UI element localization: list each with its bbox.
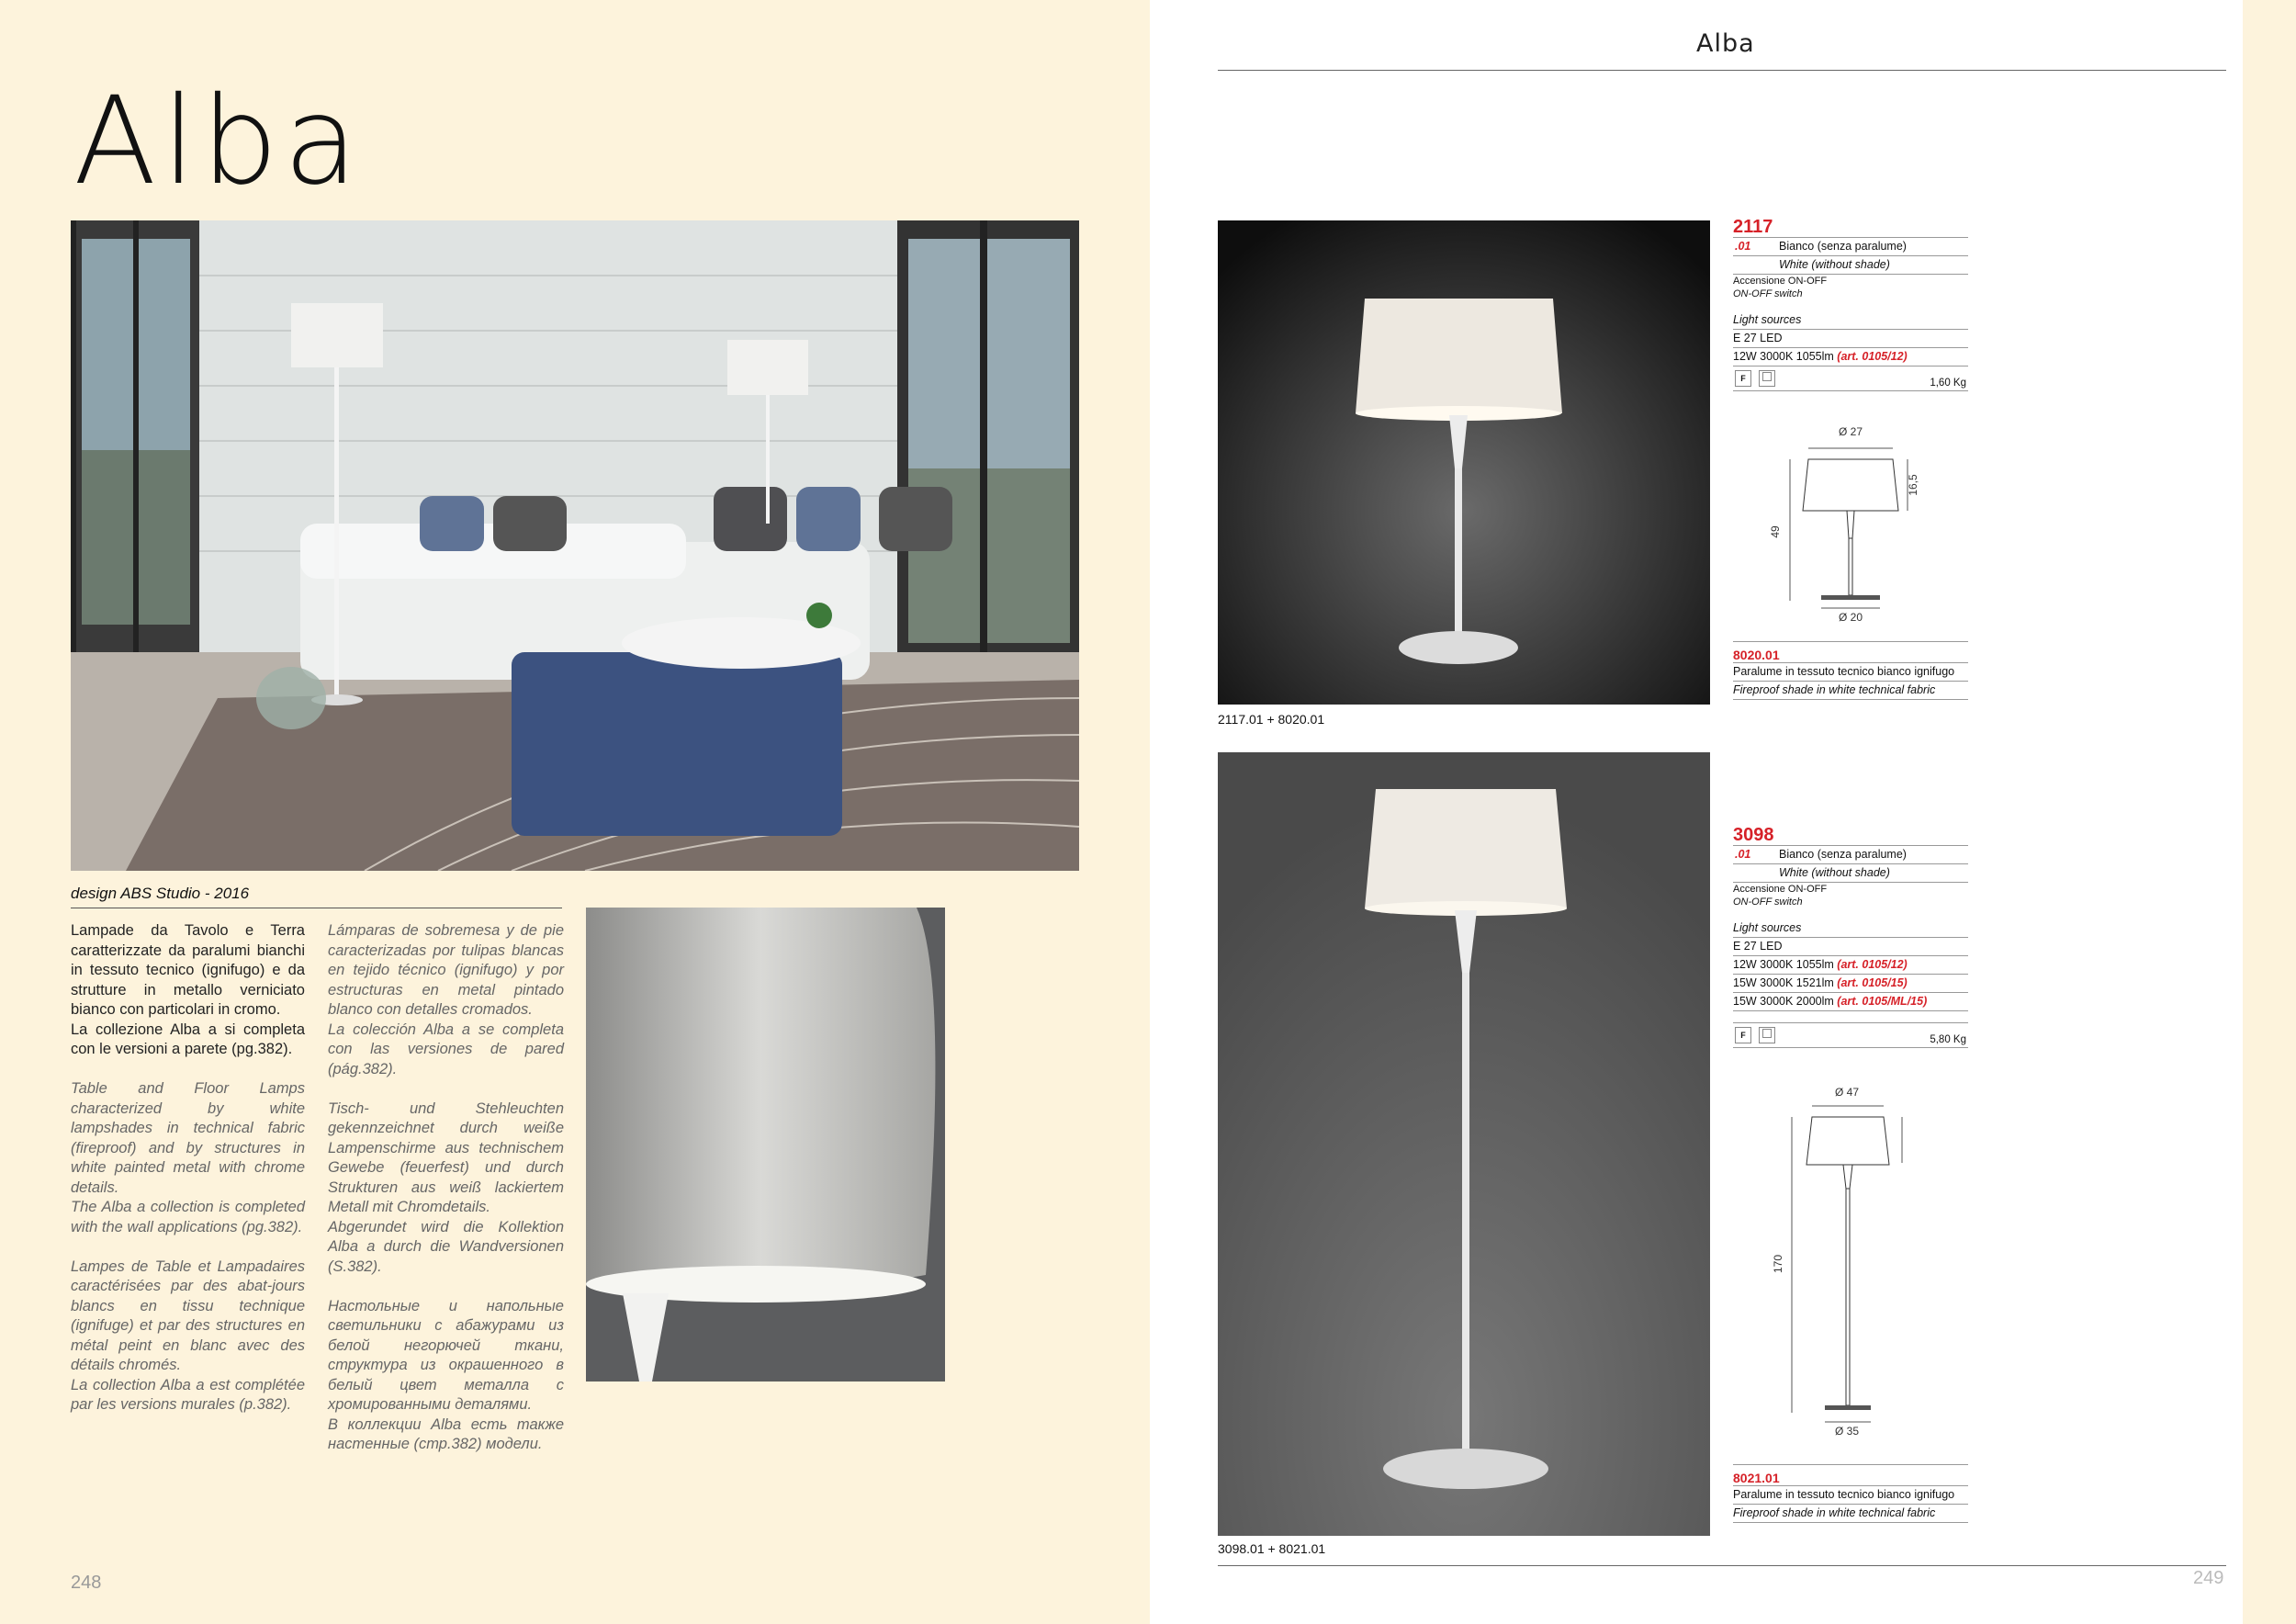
page-number-right: 249 bbox=[2193, 1568, 2224, 1588]
product1-dim-top: Ø 27 bbox=[1838, 425, 1863, 438]
product2-shade-code: 8021.01 bbox=[1733, 1471, 1780, 1485]
product1-variant-row bbox=[1733, 237, 1968, 256]
product2-spec bbox=[1733, 825, 1968, 1048]
product1-switch-en: ON-OFF switch bbox=[1733, 288, 1803, 299]
product2-lamp3-row bbox=[1733, 993, 1968, 1011]
product1-variant-en-row bbox=[1733, 256, 1968, 275]
product1-lamp1: 12W 3000K 1055lm bbox=[1733, 350, 1834, 363]
product1-socket: E 27 LED bbox=[1733, 330, 1968, 348]
product2-icons-row bbox=[1733, 1023, 1968, 1048]
product1-dim-shade-h: 16,5 bbox=[1907, 474, 1919, 496]
description-es-p1: Lámparas de sobremesa y de pie caracterizadas por tulipas blancas en tejido técnico (ignifugo) y por estructuras en metal pintado blanco con detalles cromados. bbox=[328, 922, 564, 1018]
product2-lamp1-row bbox=[1733, 956, 1968, 975]
description-de-p2: Abgerundet wird die Kollektion Alba a durch die Wandversionen (S.382). bbox=[328, 1218, 564, 1275]
product1-lamp1-row bbox=[1733, 348, 1968, 367]
product2-lamp2-row bbox=[1733, 975, 1968, 993]
product1-shade-en: Fireproof shade in white technical fabric bbox=[1733, 682, 1968, 700]
product2-dim-h: 170 bbox=[1772, 1254, 1784, 1274]
table-lamp-photo bbox=[1218, 220, 1710, 705]
product1-dimension-drawing bbox=[1733, 419, 1968, 630]
product2-dimension-drawing bbox=[1733, 1080, 1968, 1442]
product1-weight: 1,60 Kg bbox=[1930, 378, 1966, 389]
design-credit: design ABS Studio - 2016 bbox=[71, 885, 250, 902]
product1-caption: 2117.01 + 8020.01 bbox=[1218, 712, 1325, 727]
product2-variant-en: White (without shade) bbox=[1779, 866, 1890, 879]
product1-shade bbox=[1733, 641, 1968, 700]
description-fr-p1: Lampes de Table et Lampadaires caractérisées par des abat-jours blancs en tissu technique (ignifuge) et par des structures en métal peint en blanc avec des détails chromés. bbox=[71, 1257, 305, 1373]
description-de-p1: Tisch- und Stehleuchten gekennzeichnet durch weiße Lampenschirme aus technischem Gewebe (feuerfest) und durch Strukturen aus weiß lackiertem Metall mit Chromdetails. bbox=[328, 1100, 564, 1215]
product1-shade-code: 8020.01 bbox=[1733, 648, 1780, 662]
product1-dim-h: 49 bbox=[1769, 525, 1782, 538]
product2-shade bbox=[1733, 1464, 1968, 1523]
product2-shade-it: Paralume in tessuto tecnico bianco ignifugo bbox=[1733, 1485, 1968, 1505]
product2-dim-base: Ø 35 bbox=[1834, 1425, 1860, 1438]
product1-spec bbox=[1733, 217, 1968, 391]
product1-switch-it: Accensione ON-OFF bbox=[1733, 276, 1828, 287]
product1-dim-base: Ø 20 bbox=[1838, 611, 1863, 624]
product1-code: 2117 bbox=[1733, 217, 1773, 237]
product2-shade-en: Fireproof shade in white technical fabric bbox=[1733, 1505, 1968, 1523]
product2-weight: 5,80 Kg bbox=[1930, 1034, 1966, 1045]
product2-dim-top: Ø 47 bbox=[1834, 1086, 1860, 1099]
product2-variant-num: .01 bbox=[1735, 848, 1751, 861]
product1-lamp1-art: (art. 0105/12) bbox=[1837, 350, 1908, 363]
product1-variant-en: White (without shade) bbox=[1779, 258, 1890, 271]
product2-lamp2: 15W 3000K 1521lm bbox=[1733, 976, 1834, 989]
description-es-p2: La colección Alba a se completa con las versiones de pared (pág.382). bbox=[328, 1021, 564, 1077]
product2-switch-it: Accensione ON-OFF bbox=[1733, 884, 1828, 895]
page-number-left: 248 bbox=[71, 1573, 102, 1593]
class-ii-icon bbox=[1759, 370, 1775, 387]
running-title: Alba bbox=[1696, 29, 1755, 58]
description-fr-p2: La collection Alba a est complétée par les versions murales (p.382). bbox=[71, 1376, 305, 1413]
description-en-p2: The Alba a collection is completed with the wall applications (pg.382). bbox=[71, 1199, 305, 1235]
description-column-1 bbox=[71, 921, 305, 1435]
description-column-2 bbox=[328, 921, 564, 1474]
class-ii-icon bbox=[1759, 1027, 1775, 1043]
product1-shade-it: Paralume in tessuto tecnico bianco ignifugo bbox=[1733, 662, 1968, 682]
product2-lamp1-art: (art. 0105/12) bbox=[1837, 958, 1908, 971]
header-rule bbox=[1218, 70, 2226, 71]
description-ru-p1: Настольные и напольные светильники с абажурами из белой негорючей ткани, структура из окрашенного в белый цвет металла с хромированными деталями. bbox=[328, 1297, 564, 1413]
description-it-p2: La collezione Alba a si completa con le versioni a parete (pg.382). bbox=[71, 1021, 305, 1057]
product2-switch-en: ON-OFF switch bbox=[1733, 897, 1803, 908]
lampshade-detail-photo bbox=[586, 908, 945, 1382]
product1-variant-num: .01 bbox=[1735, 240, 1751, 253]
product1-variant-it: Bianco (senza paralume) bbox=[1779, 240, 1907, 253]
product2-variant-row bbox=[1733, 845, 1968, 864]
product2-code: 3098 bbox=[1733, 825, 1774, 845]
light-sources-label: Light sources bbox=[1733, 311, 1968, 330]
living-room-photo bbox=[71, 220, 1079, 871]
fireproof-f-icon: F bbox=[1735, 1027, 1751, 1043]
page-title: Alba bbox=[73, 71, 364, 212]
footer-rule bbox=[1218, 1565, 2226, 1566]
description-en-p1: Table and Floor Lamps characterized by white lampshades in technical fabric (fireproof) and by structures in white painted metal with chrome details. bbox=[71, 1080, 305, 1196]
light-sources-label: Light sources bbox=[1733, 919, 1968, 938]
product2-variant-en-row bbox=[1733, 864, 1968, 883]
product2-caption: 3098.01 + 8021.01 bbox=[1218, 1541, 1326, 1556]
floor-lamp-photo bbox=[1218, 752, 1710, 1536]
product2-variant-it: Bianco (senza paralume) bbox=[1779, 848, 1907, 861]
description-ru-p2: В коллекции Alba есть также настенные (стр.382) модели. bbox=[328, 1415, 564, 1452]
fireproof-f-icon: F bbox=[1735, 370, 1751, 387]
product2-lamp1: 12W 3000K 1055lm bbox=[1733, 958, 1834, 971]
product2-lamp3: 15W 3000K 2000lm bbox=[1733, 995, 1834, 1008]
product2-socket: E 27 LED bbox=[1733, 938, 1968, 956]
product2-lamp2-art: (art. 0105/15) bbox=[1837, 976, 1908, 989]
product2-lamp3-art: (art. 0105/ML/15) bbox=[1837, 995, 1928, 1008]
description-it-p1: Lampade da Tavolo e Terra caratterizzate da paralumi bianchi in tessuto tecnico (ignifugo) e da strutture in metallo verniciato bianco con particolari in cromo. bbox=[71, 922, 305, 1018]
product1-icons-row bbox=[1733, 367, 1968, 391]
right-edge-strip bbox=[2243, 0, 2296, 1624]
